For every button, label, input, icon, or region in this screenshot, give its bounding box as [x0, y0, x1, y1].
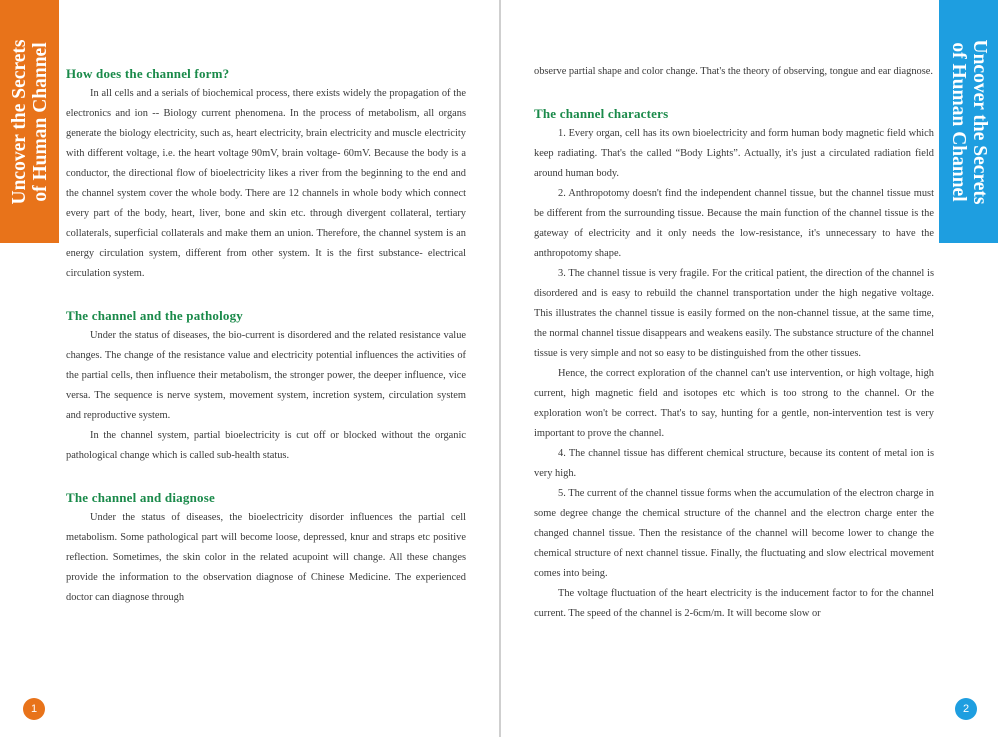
paragraph: Under the status of diseases, the bio-current is disordered and the related resistance value changes. The change of the resistance value and electricity potential influences the activities of the partial cells, then influence their metabolism, the stronger power, the deeper influence, vice versa. The sequence is nerve system, movement system, incretion system, circulation system and reproductive system. [66, 330, 466, 421]
section-heading-channel-diagnose: The channel and diagnose [66, 490, 215, 505]
paragraph: 2. Anthropotomy doesn't find the independent channel tissue, but the channel tissue must be different from the surrounding tissue. Because the main function of the channel tissue is the gateway of electricity and it only needs the low-resistance, it's unnecessary to have the anthropotomy shape. [534, 188, 934, 259]
paragraph: 4. The channel tissue has different chemical structure, because its content of metal ion is very high. [534, 448, 934, 479]
side-tab-title-line2: of Human Channel [947, 41, 969, 202]
continued-paragraph: observe partial shape and color change. That's the theory of observing, tongue and ear diagnose. [534, 66, 933, 77]
left-text-column [66, 62, 466, 608]
section-heading-channel-form: How does the channel form? [66, 66, 230, 81]
side-tab-title-line1: Uncover the Secrets [968, 39, 990, 204]
paragraph: Under the status of diseases, the bioelectricity disorder influences the partial cell metabolism. Some pathological part will become loose, depressed, knur and straps etc positive reflection. Sometimes, the skin color in the related acupoint will change. All these changes provide the information to the observation diagnose of Chinese Medicine. The experienced doctor can diagnose through [66, 512, 466, 603]
side-tab-title [948, 7, 990, 237]
section-heading-channel-characters: The channel characters [534, 106, 669, 121]
paragraph: 5. The current of the channel tissue forms when the accumulation of the electron charge in some degree change the chemical structure of the channel and the electron charge enter the changed channel tissue. Then the resistance of the channel will become lower to change the chemical structure of next channel tissue. Finally, the fluctuating and slow electrical movement comes into being. [534, 488, 934, 579]
side-tab-title [9, 7, 51, 237]
right-side-tab [939, 0, 998, 243]
paragraph: In all cells and a serials of biochemical process, there exists widely the propagation of the electronics and ion -- Biology current phenomena. In the process of metabolism, all organs generate the biology electricity, such as, heart electricity, brain electricity and muscle electricity with different voltage, i.e. the heart voltage 90mV, brain voltage- 60mV. Because the body is a conductor, the directional flow of bioelectricity likes a river from the beginning to the end and the channel system cover the whole body. There are 12 channels in whole body which connect every part of the body, heart, liver, bone and skin etc. through divergent collateral, tertiary collaterals, superficial collaterals and make them an union. Therefore, the channel system is an energy circulation system, different from other system. It is the first substance- electrical circulation system. [66, 88, 466, 279]
paragraph: The voltage fluctuation of the heart electricity is the inducement factor to for the channel current. The speed of the channel is 2-6cm/m. It will become slow or [534, 588, 934, 619]
book-spine [499, 0, 501, 737]
page-number-badge: 1 [23, 698, 45, 720]
page-number-badge: 2 [955, 698, 977, 720]
right-text-column [534, 62, 934, 624]
left-side-tab [0, 0, 59, 243]
paragraph: Hence, the correct exploration of the channel can't use intervention, or high voltage, high current, high magnetic field and isotopes etc which is too strong to the channel. Or the exploration won't be correct. That's to say, hunting for a gentle, non-intervention test is very important to prove the channel. [534, 368, 934, 439]
paragraph: In the channel system, partial bioelectricity is cut off or blocked without the organic pathological change which is called sub-health status. [66, 430, 466, 461]
side-tab-title-line1: Uncover the Secrets [8, 39, 30, 204]
section-heading-channel-pathology: The channel and the pathology [66, 308, 244, 323]
paragraph: 3. The channel tissue is very fragile. For the critical patient, the direction of the channel is disordered and is easy to rebuild the channel transportation under the high negative voltage. This illustrates the channel tissue is easily formed on the non-channel tissue, at the same time, the normal channel tissue disappears and weakens easily. The substance structure of the channel tissue is very simple and not so easy to be distinguished from the other tissues. [534, 268, 934, 359]
side-tab-title-line2: of Human Channel [29, 41, 51, 202]
paragraph: 1. Every organ, cell has its own bioelectricity and form human body magnetic field which keep radiating. That's the called “Body Lights”. Actually, it's just a circulated radiation field around human body. [534, 128, 934, 179]
